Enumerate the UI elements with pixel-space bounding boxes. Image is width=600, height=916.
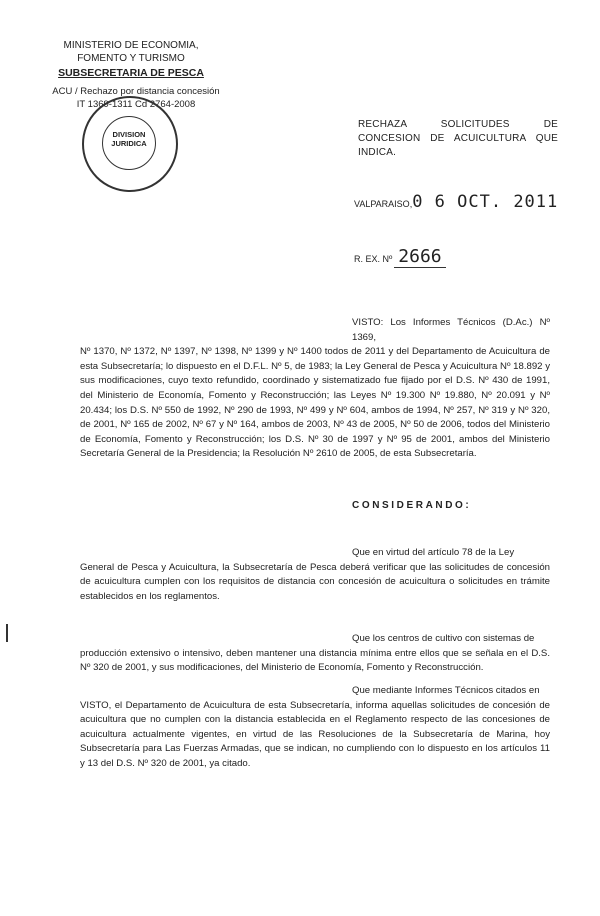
subsecretaria-name: SUBSECRETARIA DE PESCA — [58, 67, 204, 79]
margin-mark — [6, 624, 8, 642]
ministry-name-line1: MINISTERIO DE ECONOMIA, — [63, 40, 199, 51]
seal-label — [103, 130, 155, 148]
considerando-paragraph-3 — [80, 684, 550, 772]
considerando-paragraph-1 — [80, 546, 550, 604]
reference-line2: IT 1369-1311 Cd 2764-2008 — [76, 99, 196, 110]
reference-line1: ACU / Rechazo por distancia concesión — [52, 86, 220, 97]
considerando-2-first-line: Que los centros de cultivo con sistemas de — [352, 633, 535, 644]
considerando-3-body: VISTO, el Departamento de Acuicultura de esta Subsecretaría, informa aquellas solicitudes de concesión de acuicultura que no cumplen con la distancia establecida en el Reglamento respecto de las concesiones de acuicultura actualmente vigentes, en virtud de las Resoluciones de la Subsecretaría de Marina, hoy Subsecretaría para Las Fuerzas Armadas, que se indican, no cumpliendo con lo dispuesto en los artículos 11 y 13 del D.S. Nº 320 de 2001, ya citado. — [80, 699, 550, 769]
visto-body: Nº 1370, Nº 1372, Nº 1397, Nº 1398, Nº 1399 y Nº 1400 todos de 2011 y del Departamento de Acuicultura de esta Subsecretaría; lo dispuesto en el D.F.L. Nº 5, de 1983; la Ley General de Pesca y Acuicultura Nº 18.892 y sus modificaciones, cuyo texto refundido, coordinado y sistematizado fue fijado por el D.S. Nº 430 de 1991, del Ministerio de Economía, Fomento y Reconstrucción; las Leyes Nº 19.300 Nº 19.880, Nº 20.091 y Nº 20.434; los D.S. Nº 550 de 1992, Nº 290 de 1993, Nº 499 y Nº 604, ambos de 1994, Nº 257, Nº 319 y Nº 320, de 2001, Nº 165 de 2002, Nº 67 y Nº 164, ambos de 2003, Nº 43 de 2005, Nº 50 de 2006, todos del Ministerio de Economía, Fomento y Reconstrucción; los D.S. Nº 30 de 1997 y Nº 95 de 2001, ambos del Ministerio Secretaría General de la Presidencia; la Resolución Nº 2610 de 2005, de esta Subsecretaría. — [80, 346, 550, 460]
considerando-heading: CONSIDERANDO: — [352, 500, 472, 511]
visto-paragraph — [80, 316, 550, 462]
resolution-prefix: R. EX. Nº — [354, 254, 393, 264]
resolution-number: 2666 — [394, 246, 445, 268]
visto-first-line: VISTO: Los Informes Técnicos (D.Ac.) Nº 1369, — [352, 317, 550, 343]
considerando-paragraph-2 — [80, 632, 550, 676]
seal-label-line1: DIVISION — [112, 130, 146, 139]
considerando-1-body: General de Pesca y Acuicultura, la Subsecretaría de Pesca deberá verificar que las solicitudes de concesión de acuicultura cumplen con los requisitos de distancia con concesión de acuicultura o solicitudes en trámite establecidos en los reglamentos. — [80, 561, 550, 602]
date-line — [354, 192, 558, 212]
resolution-line — [354, 246, 446, 267]
considerando-1-first-line: Que en virtud del artículo 78 de la Ley — [352, 547, 515, 558]
ministry-name-line2: FOMENTO Y TURISMO — [77, 53, 185, 64]
date-stamp: 0 6 OCT. 2011 — [412, 192, 559, 212]
seal-inner-ring — [102, 116, 156, 170]
document-title: RECHAZA SOLICITUDES DE CONCESION DE ACUICULTURA QUE INDICA. — [358, 119, 558, 158]
considerando-3-first-line: Que mediante Informes Técnicos citados en — [352, 685, 540, 696]
official-seal — [82, 96, 178, 192]
date-place: VALPARAISO, — [354, 199, 413, 209]
seal-label-line2: JURIDICA — [111, 139, 147, 148]
considerando-2-body: producción extensivo o intensivo, deben mantener una distancia mínima entre ellos que se señala en el D.S. Nº 320 de 2001, y sus modificaciones, del Ministerio de Economía, Fomento y Reconstrucción. — [80, 647, 550, 674]
